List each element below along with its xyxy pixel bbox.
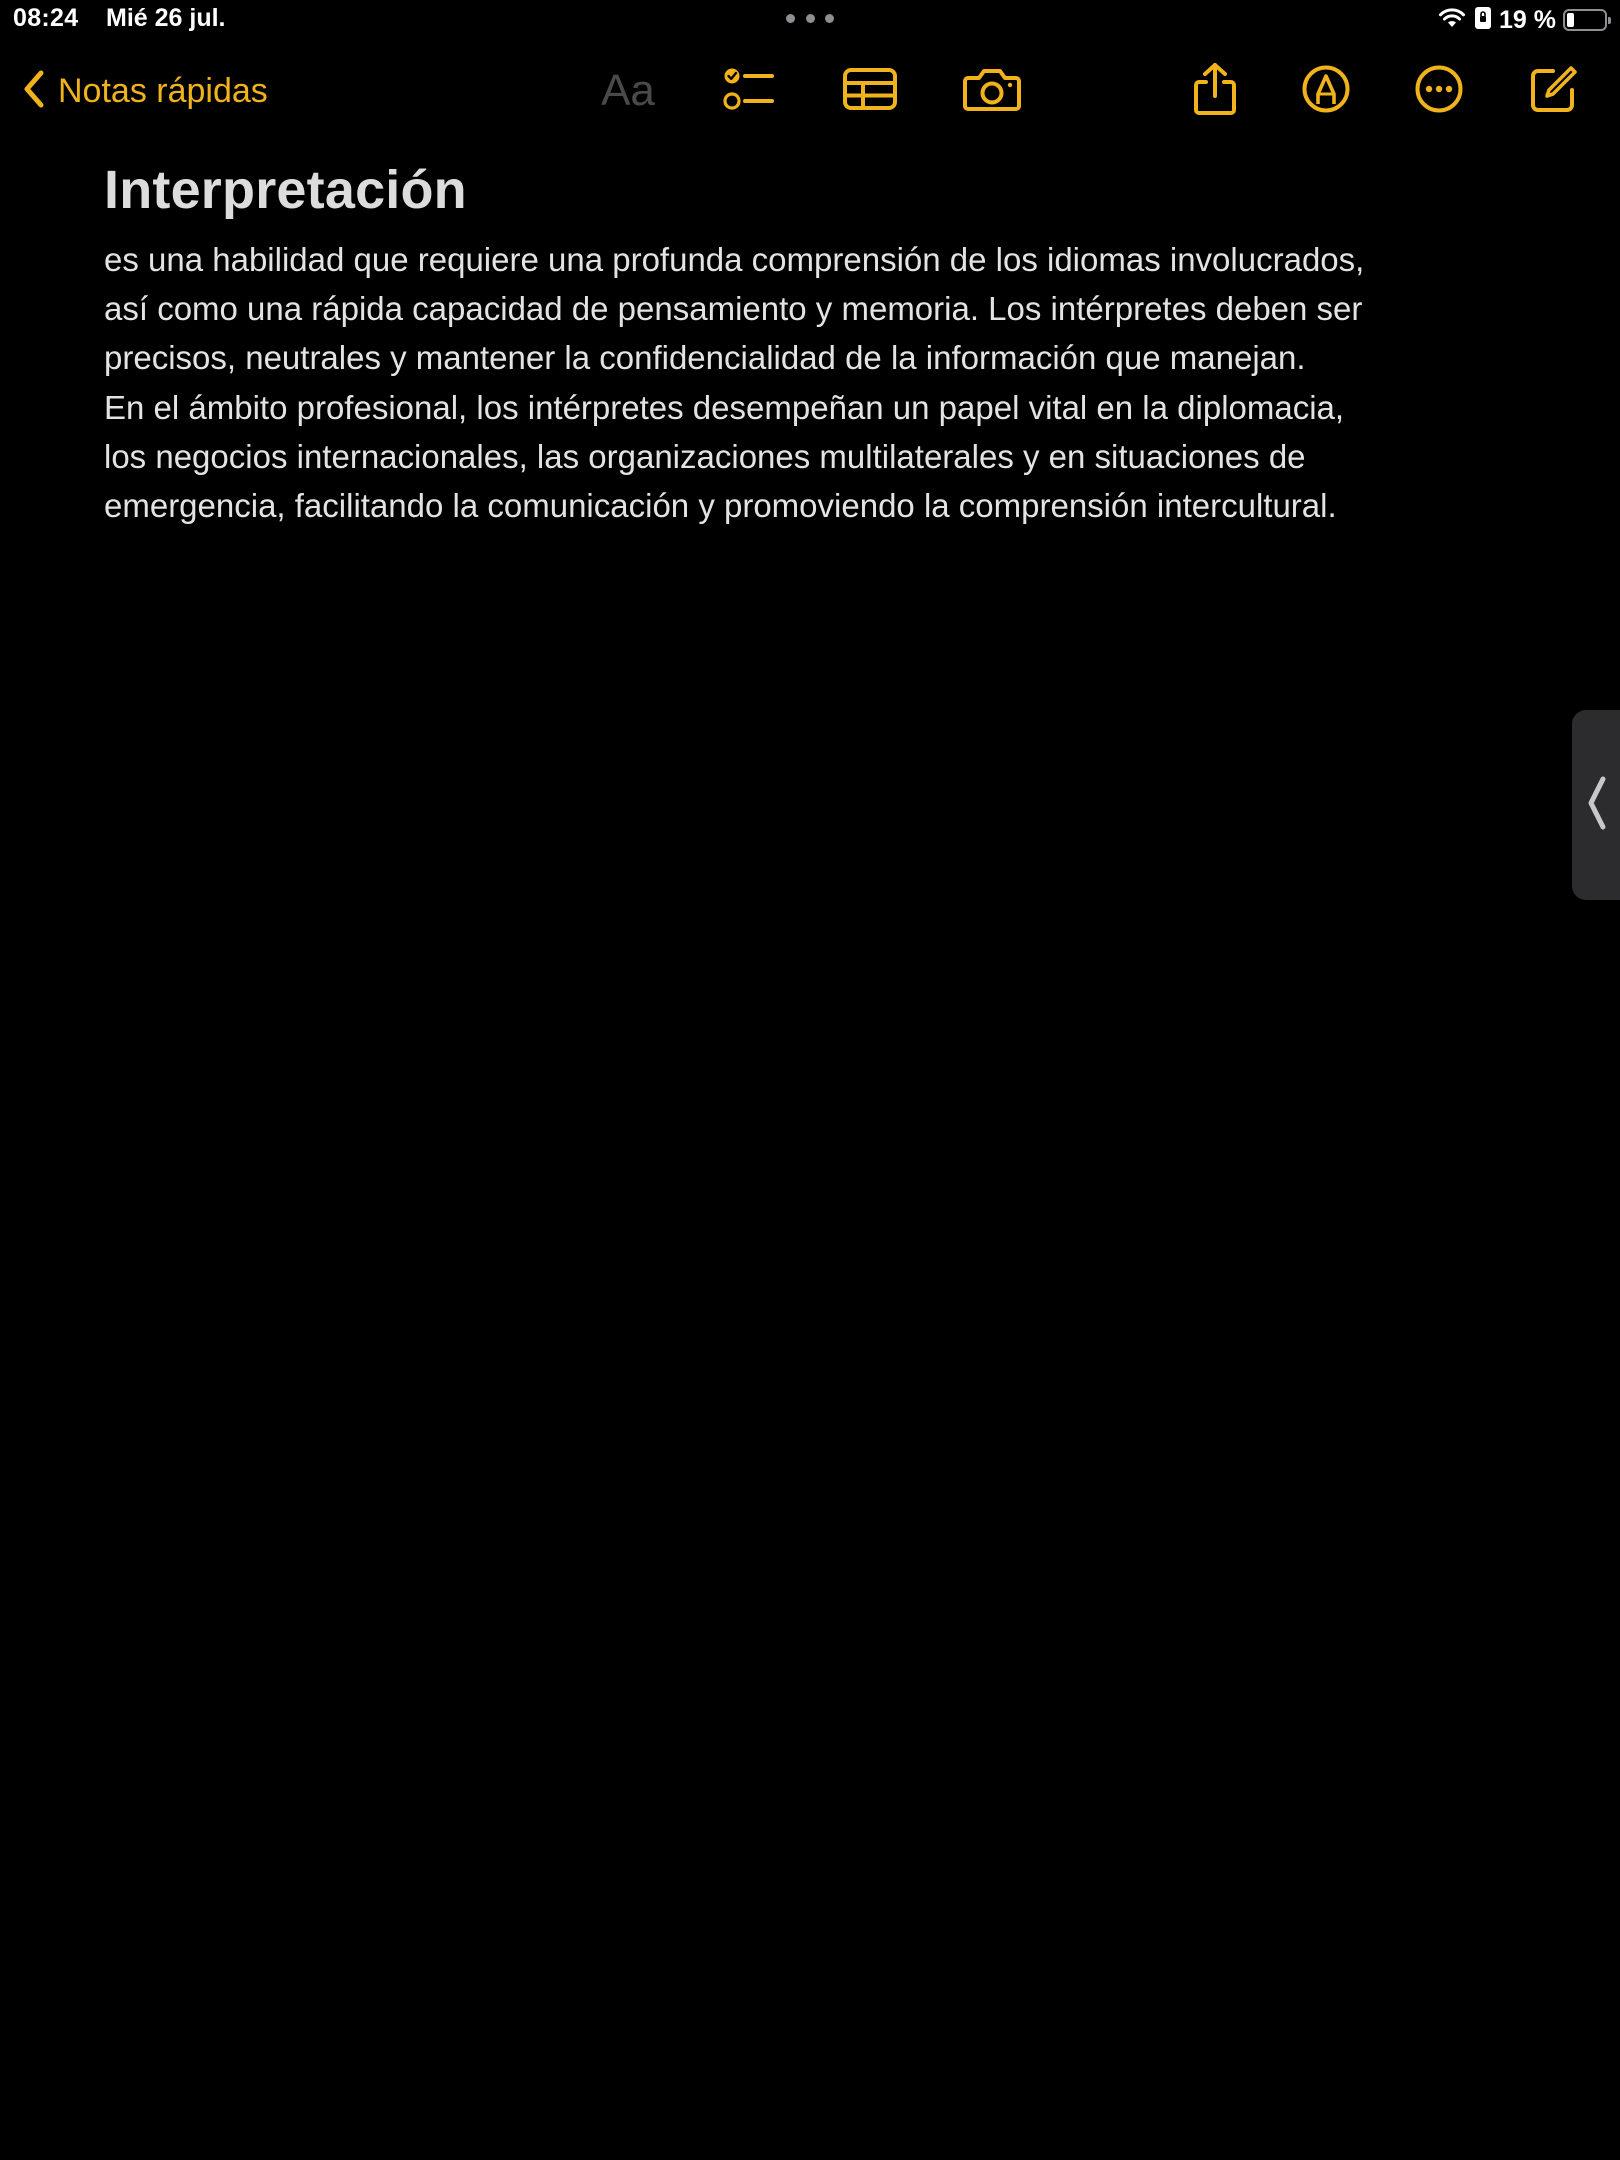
note-title[interactable]: Interpretación: [104, 160, 467, 220]
status-date: Mié 26 jul.: [106, 4, 226, 32]
more-button[interactable]: [1409, 64, 1469, 118]
more-icon: [1414, 64, 1464, 119]
table-button[interactable]: [840, 64, 900, 118]
side-panel-handle[interactable]: [1572, 710, 1620, 900]
battery-percentage: 19 %: [1499, 5, 1556, 34]
ghost-subtitle: [640, 103, 960, 121]
compose-icon: [1529, 64, 1579, 119]
share-icon: [1192, 62, 1238, 121]
note-body-line[interactable]: emergencia, facilitando la comunicación y promoviendo la comprensión intercultural.: [104, 487, 1337, 525]
battery-level: [1567, 13, 1574, 27]
checklist-button[interactable]: [720, 64, 780, 118]
status-bar: [0, 0, 1620, 40]
note-editor[interactable]: [104, 155, 1534, 530]
battery-icon: [1563, 9, 1607, 31]
text-format-icon: Aa: [601, 66, 655, 115]
orientation-lock-icon: [1474, 6, 1492, 35]
note-body-line[interactable]: es una habilidad que requiere una profunda comprensión de los idiomas involucrados,: [104, 241, 1365, 278]
camera-icon: [963, 66, 1021, 117]
wifi-icon: [1437, 6, 1467, 35]
back-button[interactable]: [22, 65, 268, 117]
chevron-left-icon: [22, 69, 46, 114]
note-body-line[interactable]: así como una rápida capacidad de pensamiento y memoria. Los intérpretes deben ser: [104, 290, 1363, 328]
compose-button[interactable]: [1524, 64, 1584, 118]
markup-icon: [1301, 64, 1351, 119]
multitasking-menu-icon[interactable]: [786, 14, 834, 24]
back-label: Notas rápidas: [58, 71, 268, 110]
note-body-line[interactable]: los negocios internacionales, las organizaciones multilaterales y en situaciones de: [104, 437, 1306, 475]
chevron-left-icon: [1584, 775, 1608, 836]
note-body-line[interactable]: precisos, neutrales y mantener la confidencialidad de la información que manejan.: [104, 339, 1306, 377]
text-format-button[interactable]: [598, 64, 658, 118]
table-icon: [842, 67, 898, 116]
markup-button[interactable]: [1296, 64, 1356, 118]
note-body-line[interactable]: En el ámbito profesional, los intérpretes desempeñan un papel vital en la diplomacia,: [104, 388, 1345, 426]
toolbar: [0, 55, 1620, 127]
camera-button[interactable]: [962, 64, 1022, 118]
checklist-icon: [722, 65, 778, 118]
status-time: 08:24: [13, 4, 79, 32]
share-button[interactable]: [1185, 64, 1245, 118]
status-indicators: [1437, 5, 1607, 35]
